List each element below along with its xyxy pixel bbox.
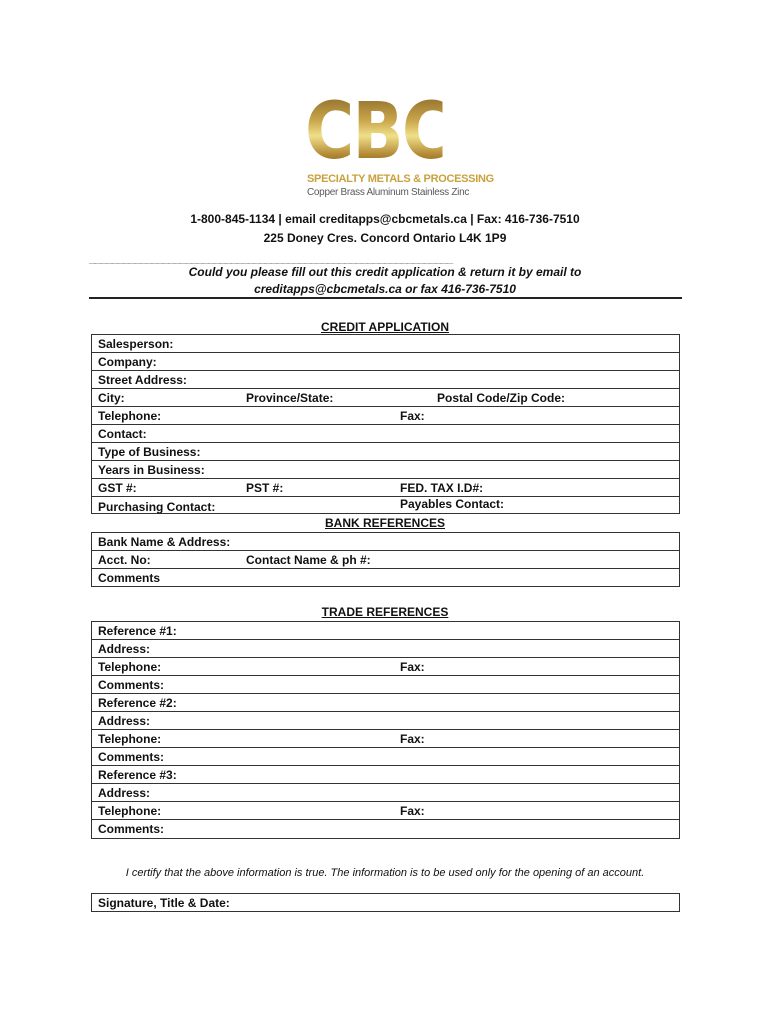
reference-3-telephone-row[interactable] [92,802,679,820]
reference-2-comments-row[interactable] [92,748,679,766]
signature-box[interactable] [91,893,680,912]
bank-name-row[interactable] [92,533,679,551]
salesperson-row[interactable] [92,335,679,353]
bank-comments-label: Comments [98,571,161,585]
header-divider [89,297,682,299]
company-row[interactable] [92,353,679,371]
instructions-line-2: creditapps@cbcmetals.ca or fax 416-736-7510 [254,282,516,296]
type-of-business-row[interactable] [92,443,679,461]
reference-2-address-label: Address: [98,714,151,728]
reference-3-row[interactable] [92,766,679,784]
bank-comments-row[interactable] [92,569,679,587]
city-row[interactable] [92,389,679,407]
company-label: Company: [98,355,157,369]
years-in-business-row[interactable] [92,461,679,479]
province-label: Province/State: [246,391,334,405]
purchasing-contact-label: Purchasing Contact: [98,500,216,514]
trade-references-title: TRADE REFERENCES [321,605,449,619]
address-line: 225 Doney Cres. Concord Ontario L4K 1P9 [263,231,507,245]
type-of-business-label: Type of Business: [98,445,201,459]
payables-contact-label: Payables Contact: [400,497,505,511]
pst-label: PST #: [246,481,284,495]
reference-3-fax-label: Fax: [400,804,425,818]
instructions-line-1: Could you please fill out this credit application & return it by email to [188,265,582,279]
reference-2-comments-label: Comments: [98,750,165,764]
reference-3-address-row[interactable] [92,784,679,802]
bank-references-form [91,532,680,587]
reference-2-telephone-row[interactable] [92,730,679,748]
logo-tagline: SPECIALTY METALS & PROCESSING [307,173,494,185]
certification-statement: I certify that the above information is true. The information is to be used only for the opening of an account. [125,867,645,879]
contact-line: 1-800-845-1134 | email creditapps@cbcmetals.ca | Fax: 416-736-7510 [190,212,580,226]
reference-1-telephone-label: Telephone: [98,660,162,674]
reference-1-fax-label: Fax: [400,660,425,674]
reference-2-address-row[interactable] [92,712,679,730]
bank-contact-label: Contact Name & ph #: [246,553,371,567]
telephone-row[interactable] [92,407,679,425]
reference-3-telephone-label: Telephone: [98,804,162,818]
reference-1-address-row[interactable] [92,640,679,658]
reference-2-label: Reference #2: [98,696,177,710]
postal-code-label: Postal Code/Zip Code: [437,391,566,405]
account-number-label: Acct. No: [98,553,151,567]
street-address-row[interactable] [92,371,679,389]
fed-tax-label: FED. TAX I.D#: [400,481,484,495]
account-row[interactable] [92,551,679,569]
reference-3-comments-label: Comments: [98,822,165,836]
bank-name-label: Bank Name & Address: [98,535,231,549]
city-label: City: [98,391,125,405]
credit-application-form [91,334,680,514]
reference-1-telephone-row[interactable] [92,658,679,676]
reference-2-fax-label: Fax: [400,732,425,746]
salesperson-label: Salesperson: [98,337,174,351]
reference-1-row[interactable] [92,622,679,640]
reference-3-address-label: Address: [98,786,151,800]
contact-row[interactable] [92,425,679,443]
reference-2-row[interactable] [92,694,679,712]
credit-application-title: CREDIT APPLICATION [321,320,449,334]
logo-metals: Copper Brass Aluminum Stainless Zinc [307,187,470,198]
telephone-label: Telephone: [98,409,162,423]
bank-references-title: BANK REFERENCES [324,516,445,530]
reference-1-label: Reference #1: [98,624,177,638]
reference-2-telephone-label: Telephone: [98,732,162,746]
reference-3-label: Reference #3: [98,768,177,782]
street-address-label: Street Address: [98,373,187,387]
contact-label: Contact: [98,427,147,441]
logo-brand: CBC [305,87,450,177]
trade-references-form [91,621,680,839]
years-in-business-label: Years in Business: [98,463,205,477]
reference-1-comments-row[interactable] [92,676,679,694]
gst-label: GST #: [98,481,137,495]
reference-1-address-label: Address: [98,642,151,656]
tax-row[interactable] [92,479,679,497]
reference-3-comments-row[interactable] [92,820,679,838]
signature-label: Signature, Title & Date: [98,896,230,910]
company-logo [305,87,494,203]
reference-1-comments-label: Comments: [98,678,165,692]
purchasing-row[interactable] [92,497,679,515]
fax-label: Fax: [400,409,425,423]
separator-line: ________________________________________________________________ [89,252,453,264]
